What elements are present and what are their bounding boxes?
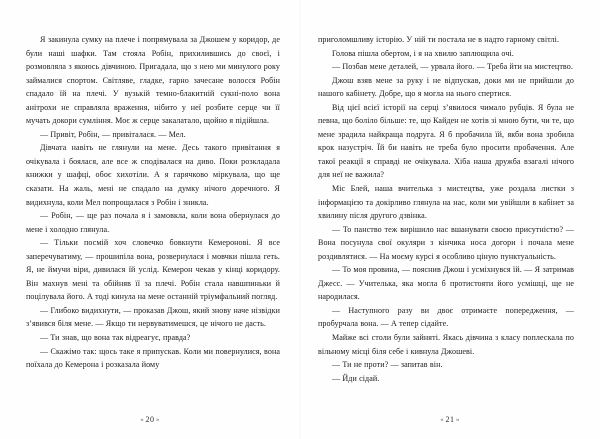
paragraph: — Тільки посмій хоч словечко бовкнути Кемеронові. Я все заперечуватиму, — прошипіла вона, розвернулася і мовчки пішла геть. Я, не ймучи віри, дивилася їй услід. Кемерон чекав у кінці коридору. Він махнув мені та обійняв її за плечі. Робін стала навшпиньки й поцілувала його. А тоді кинула на мене останній тріумфальний погляд. xyxy=(26,238,280,302)
paragraph: — Позбав мене деталей, — урвала його. — Треба йти на мистецтво. xyxy=(332,62,573,72)
folio-ornament-left-icon: « xyxy=(140,416,145,423)
right-page-text-block xyxy=(318,33,574,385)
folio-ornament-right-icon: » xyxy=(455,416,460,423)
left-page-text-block xyxy=(26,33,280,372)
paragraph: Я закинула сумку на плече і попрямувала за Джошем у коридор, де були наші шафки. Там стояла Робін, прихилившись до своєї, і розмовляла з якоюсь дівчиною. Пригадала, що з нею ми минулого року займалися спортом. Світляве, гладке, гарно зачесане волосся Робін спадало їй на плечі. У вузькій темно-блакитній сукні-поло вона анітрохи не справляла враження, нібито у неї розбите серце чи її мучать докори сумління. Моє ж серце закалатало, щойно я підійшла. xyxy=(26,35,280,126)
paragraph: — Робін, — ще раз почала я і замовкла, коли вона обернулася до мене і холодно глянула. xyxy=(26,211,280,234)
folio-number: 21 xyxy=(445,415,455,424)
paragraph: Дівчата навіть не глянули на мене. Десь такого привітання я очікувала і боялася, але все ж сподівалася на диво. Поки розкладала книжки у шафці, обоє хихотіли. А я гарячково міркувала, що ще сказати. На жаль, мені не спадало на думку нічого доречного. Я видихнула, коли Мел попрощалася з Робін і зникла. xyxy=(26,143,280,207)
paragraph: — Глибоко видихнути, — проказав Джош, який знову наче нізвідки з’явився біля мене. — Якщо ти нервуватимешся, це нічого не дасть. xyxy=(26,305,280,329)
paragraph: Джош взяв мене за руку і не відпускав, доки ми не прийшли до нашого кабінету. Добре, що я могла на нього спертися. xyxy=(318,75,574,99)
folio-number: 20 xyxy=(145,415,155,424)
paragraph: — Йди сідай. xyxy=(332,373,380,383)
paragraph: — То моя провина, — пояснив Джош і усміхнувся їй. — Я затримав Джесс. — Учителька, яка могла б протистояти його усмішці, ще не народилася. xyxy=(318,265,574,302)
paragraph: Від цієї всієї історії на серці з’явилося чимало рубців. Я була не певна, що боліло більше: те, що Кайден не хотів зі мною бути, чи те, що мене зрадила найкраща подруга. Я б пробачила їй, якби вона зробила крок назустріч. Їй би навіть не треба було просити пробачення. Але такої реакції я справді не очікувала. Хіба наша дружба взагалі нічого для неї не важила? xyxy=(318,102,574,180)
paragraph: — Ти не проти? — запитав він. xyxy=(332,360,443,370)
paragraph: Міс Блей, наша вчителька з мистецтва, уже роздала листки з інформацією та докірливо глянула на нас, коли ми увійшли в кабінет за хвилину після другого дзвінка. xyxy=(318,184,574,221)
right-page xyxy=(300,0,600,439)
folio-ornament-right-icon: » xyxy=(155,416,160,423)
paragraph: — Привіт, Робін, — привіталася. — Мел. xyxy=(40,129,186,139)
paragraph: Голова пішла обертом, і я на хвилю заплющила очі. xyxy=(332,48,514,58)
right-page-folio xyxy=(300,415,600,425)
paragraph: Майже всі столи були зайняті. Якась дівчина з класу поплескала по вільному місці біля себе і кивнула Джошеві. xyxy=(318,333,574,356)
folio-ornament-left-icon: « xyxy=(440,416,445,423)
paragraph: — Наступного разу ви двоє отримаєте попередження, — пробурчала вона. — А тепер сідайте. xyxy=(318,305,574,329)
left-page-folio xyxy=(0,415,300,425)
paragraph: — То панство теж вирішило нас вшанувати своєю присутністю? — Вона посунула свої окуляри з кінчика носа догори і почала мене роздивлятися. — На моєму курсі я особливо ціную пунктуальність. xyxy=(318,224,574,261)
paragraph: — Скажімо так: щось таке я припускав. Коли ми повернулися, вона поїхала до Кемерона і розказала йому xyxy=(26,346,280,370)
paragraph: — Ти знав, що вона так відреагує, правда? xyxy=(40,333,191,343)
paragraph: приголомшливу історію. У ній ти постала не в надто гарному світлі. xyxy=(318,35,560,44)
